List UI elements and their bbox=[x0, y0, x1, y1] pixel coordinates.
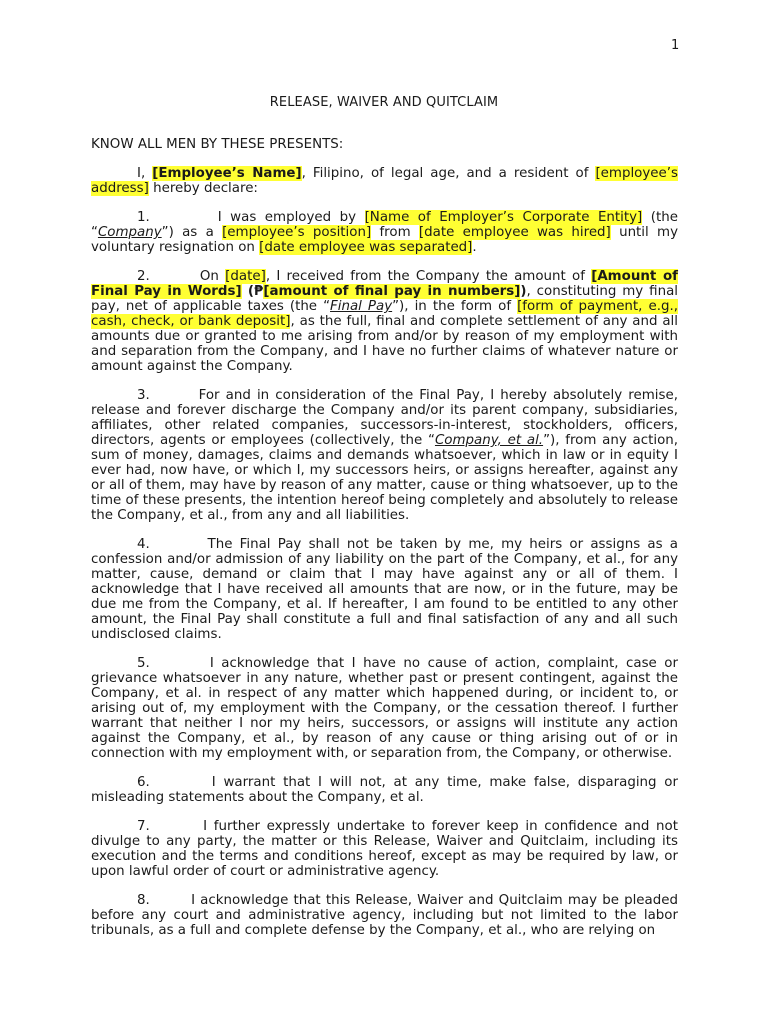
paragraph-text: The Final Pay shall not be taken by me, my heirs or assigns as a confession and/or admission of any liability on the part of the Company, et al., for any matter, cause, demand or claim that I may have against any or all of them. I acknowledge that I have received all amounts that are now, or in the future, may be due me from the Company, et al. If hereafter, I am found to be entitled to any other amount, the Final Pay shall constitute a full and final satisfaction of any and all such undisclosed claims. bbox=[91, 537, 679, 642]
intro-paragraph bbox=[91, 166, 678, 196]
paragraph-3 bbox=[91, 388, 678, 523]
document-body bbox=[91, 137, 678, 952]
paragraph-5 bbox=[91, 656, 678, 761]
paragraph-text: I warrant that I will not, at any time, make false, disparaging or misleading statements about the Company, et al. bbox=[91, 775, 678, 805]
paragraph-number: 3. bbox=[137, 388, 150, 403]
paragraph-text: , as the full, final and complete settlement of any and all amounts due or granted to me arising from and/or by reason of my employment with and separation from the Company, and I have no further claims of whatever nature or amount against the Company. bbox=[91, 314, 678, 374]
paragraph-text: ”), in the form of bbox=[392, 299, 518, 314]
paragraph-text: until my voluntary resignation on bbox=[91, 225, 678, 255]
company-et-al-defined-term: Company, et al. bbox=[434, 433, 544, 448]
paragraph-text: On bbox=[199, 269, 226, 284]
paragraph-text: I acknowledge that I have no cause of action, complaint, case or grievance whatsoever in any nature, whether past or present contingent, against the Company, et al. in respect of any matter which happened during, or incident to, or arising out of, my employment with the Company, or the cessation thereof. I further warrant that neither I nor my heirs, successors, or assigns will institute any action against the Company, et al., by reason of any cause or thing arising out of or in connection with my employment with, or separation from, the Company, or otherwise. bbox=[91, 656, 678, 761]
amount-numbers-placeholder: [amount of final pay in numbers] bbox=[263, 284, 521, 299]
paragraph-text: ) bbox=[520, 284, 527, 299]
paragraph-text: . bbox=[472, 240, 477, 255]
employee-name-placeholder: [Employee’s Name] bbox=[152, 166, 302, 181]
company-defined-term: Company bbox=[97, 225, 162, 240]
payment-form-placeholder: [form of payment, e.g., cash, check, or bank deposit] bbox=[91, 299, 678, 329]
date-hired-placeholder: [date employee was hired] bbox=[418, 225, 611, 240]
paragraph-text: (the “ bbox=[91, 210, 678, 240]
opening-line: KNOW ALL MEN BY THESE PRESENTS: bbox=[91, 137, 344, 152]
intro-text: hereby declare: bbox=[148, 181, 258, 196]
page-number: 1 bbox=[671, 38, 680, 53]
paragraph-number: 6. bbox=[137, 775, 150, 790]
intro-text: I, bbox=[137, 166, 153, 181]
paragraph-number: 1. bbox=[137, 210, 150, 225]
paragraph-number: 8. bbox=[137, 893, 150, 908]
position-placeholder: [employee’s position] bbox=[222, 225, 372, 240]
paragraph-6 bbox=[91, 775, 678, 805]
paragraph-number: 4. bbox=[137, 537, 150, 552]
intro-text: , Filipino, of legal age, and a resident of bbox=[301, 166, 596, 181]
employee-address-placeholder: [employee’s address] bbox=[91, 166, 679, 196]
paragraph-number: 7. bbox=[137, 819, 150, 834]
paragraph-2 bbox=[91, 269, 678, 374]
paragraph-text: I further expressly undertake to forever keep in confidence and not divulge to any party, the matter or this Release, Waiver and Quitclaim, including its execution and the terms and conditions hereof, except as may be required by law, or upon lawful order of court or administrative agency. bbox=[91, 819, 678, 879]
paragraph-4 bbox=[91, 537, 678, 642]
document-title: RELEASE, WAIVER AND QUITCLAIM bbox=[269, 95, 499, 110]
paragraph-8 bbox=[91, 893, 678, 938]
employer-placeholder: [Name of Employer’s Corporate Entity] bbox=[364, 210, 643, 225]
final-pay-defined-term: Final Pay bbox=[330, 299, 393, 314]
amount-words-placeholder: [Amount of Final Pay in Words] bbox=[91, 269, 678, 299]
paragraph-text: from bbox=[371, 225, 419, 240]
paragraph-text: ”) as a bbox=[161, 225, 223, 240]
paragraph-text: I was employed by bbox=[217, 210, 365, 225]
paragraph-1 bbox=[91, 210, 678, 255]
paragraph-text: , constituting my final pay, net of applicable taxes (the “ bbox=[91, 284, 678, 314]
paragraph-text: (₱ bbox=[241, 284, 264, 299]
date-placeholder: [date] bbox=[225, 269, 266, 284]
paragraph-text: ”), from any action, sum of money, damages, claims and demands whatsoever, which in law or in equity I ever had, now have, or which I, my successors heirs, or assigns hereafter, against any or all of them, may have by reason of any matter, cause or thing whatsoever, up to the time of these presents, the intention hereof being completely and absolutely to release the Company, et al., from any and all liabilities. bbox=[91, 433, 678, 523]
paragraph-text: For and in consideration of the Final Pay, I hereby absolutely remise, release and forever discharge the Company and/or its parent company, subsidiaries, affiliates, other related companies, successors-in-interest, stockholders, officers, directors, agents or employees (collectively, the “ bbox=[91, 388, 678, 448]
paragraph-number: 5. bbox=[137, 656, 150, 671]
paragraph-number: 2. bbox=[137, 269, 150, 284]
paragraph-text: , I received from the Company the amount of bbox=[265, 269, 592, 284]
paragraph-7 bbox=[91, 819, 678, 879]
paragraph-text: I acknowledge that this Release, Waiver and Quitclaim may be pleaded before any court and administrative agency, including but not limited to the labor tribunals, as a full and complete defense by the Company, et al., who are relying on bbox=[91, 893, 678, 938]
date-separated-placeholder: [date employee was separated] bbox=[259, 240, 473, 255]
